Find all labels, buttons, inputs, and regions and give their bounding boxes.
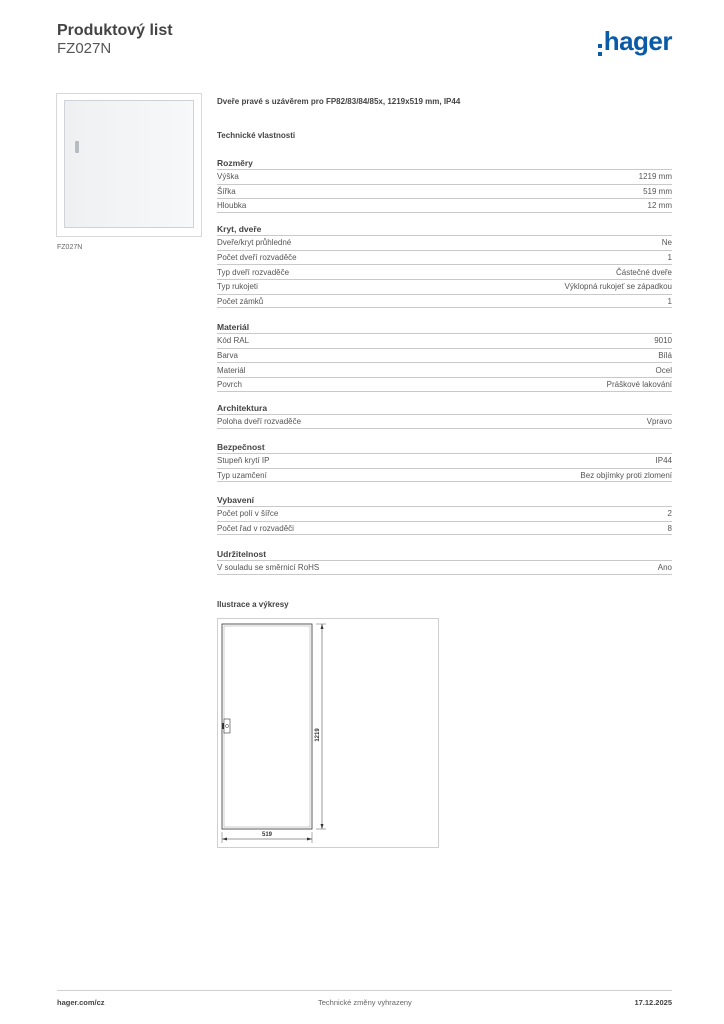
spec-label: Počet polí v šířce <box>217 509 279 519</box>
spec-row <box>217 264 672 279</box>
lock-icon <box>222 719 230 733</box>
width-label: 519 <box>261 832 273 838</box>
hager-logo <box>598 26 672 57</box>
spec-value: Práškové lakování <box>606 379 672 389</box>
spec-value: Ano <box>657 562 672 572</box>
technical-drawing <box>217 618 439 848</box>
spec-value: 8 <box>667 523 672 533</box>
spec-value: Výklopná rukojeť se západkou <box>564 282 672 292</box>
spec-row <box>217 198 672 213</box>
door-outline <box>222 624 312 829</box>
spec-row <box>217 250 672 265</box>
spec-value: Ocel <box>655 365 672 375</box>
spec-label: Počet řad v rozvaděči <box>217 523 294 533</box>
spec-label: Výška <box>217 172 239 182</box>
footer-website[interactable]: hager.com/cz <box>57 998 105 1007</box>
section-table <box>217 506 672 535</box>
section-title: Kryt, dveře <box>217 224 262 234</box>
spec-row <box>217 348 672 363</box>
section-title: Udržitelnost <box>217 549 267 559</box>
logo-dots-icon <box>598 44 602 56</box>
section-title: Bezpečnost <box>217 442 265 452</box>
spec-label: Typ dveří rozvaděče <box>217 267 290 277</box>
product-image <box>56 93 202 237</box>
section-table <box>217 235 672 308</box>
spec-label: Šířka <box>217 187 236 197</box>
drawing-title: Ilustrace a výkresy <box>217 600 289 609</box>
spec-row <box>217 506 672 521</box>
spec-row <box>217 169 672 184</box>
spec-value: Ne <box>661 238 672 248</box>
spec-row <box>217 294 672 309</box>
footer-date: 17.12.2025 <box>634 998 672 1007</box>
spec-label: Počet zámků <box>217 296 264 306</box>
spec-row <box>217 560 672 575</box>
spec-label: Stupeň krytí IP <box>217 456 270 466</box>
spec-row <box>217 279 672 294</box>
spec-row <box>217 333 672 348</box>
spec-value: 1219 mm <box>638 172 672 182</box>
section-title: Rozměry <box>217 158 253 168</box>
footer-note: Technické změny vyhrazeny <box>318 998 412 1007</box>
spec-value: IP44 <box>655 456 672 466</box>
height-label: 1219 <box>315 728 321 742</box>
product-description: Dveře pravé s uzávěrem pro FP82/83/84/85x, 1219x519 mm, IP44 <box>217 97 461 106</box>
spec-value: 1 <box>667 296 672 306</box>
spec-value: Vpravo <box>646 416 672 426</box>
door-icon <box>64 100 194 228</box>
spec-label: Hloubka <box>217 201 247 211</box>
spec-label: Povrch <box>217 379 242 389</box>
spec-label: Materiál <box>217 365 246 375</box>
spec-value: 519 mm <box>643 187 672 197</box>
image-caption: FZ027N <box>57 244 83 251</box>
section-table <box>217 169 672 213</box>
spec-label: Barva <box>217 351 238 361</box>
spec-value: 9010 <box>654 336 672 346</box>
spec-label: Typ uzamčení <box>217 470 267 480</box>
height-dimension <box>316 624 326 829</box>
spec-row <box>217 453 672 468</box>
section-table <box>217 333 672 392</box>
spec-label: Kód RAL <box>217 336 250 346</box>
section-table <box>217 453 672 482</box>
section-title: Vybavení <box>217 495 255 505</box>
spec-row <box>217 521 672 536</box>
spec-label: Poloha dveří rozvaděče <box>217 416 302 426</box>
section-table <box>217 560 672 575</box>
drawing-svg <box>218 619 440 849</box>
spec-row <box>217 468 672 483</box>
spec-value: Bílá <box>658 351 672 361</box>
door-inner-outline <box>224 626 310 827</box>
spec-row <box>217 414 672 429</box>
spec-row <box>217 377 672 392</box>
spec-row <box>217 184 672 199</box>
spec-label: V souladu se směrnicí RoHS <box>217 562 320 572</box>
spec-row <box>217 362 672 377</box>
spec-label: Dveře/kryt průhledné <box>217 238 292 248</box>
spec-label: Počet dveří rozvaděče <box>217 253 297 263</box>
product-code: FZ027N <box>57 40 112 57</box>
spec-value: Bez objímky proti zlomení <box>580 470 672 480</box>
logo-text: hager <box>603 26 672 56</box>
spec-value: 12 mm <box>647 201 672 211</box>
spec-label: Typ rukojeti <box>217 282 258 292</box>
section-table <box>217 414 672 429</box>
handle-icon <box>75 141 79 153</box>
section-title: Materiál <box>217 322 250 332</box>
spec-value: 2 <box>667 509 672 519</box>
tech-heading: Technické vlastnosti <box>217 131 296 140</box>
spec-value: Částečné dveře <box>615 267 672 277</box>
page-title: Produktový list <box>57 22 173 39</box>
spec-value: 1 <box>667 253 672 263</box>
footer-divider <box>57 990 672 991</box>
spec-row <box>217 235 672 250</box>
section-title: Architektura <box>217 403 268 413</box>
